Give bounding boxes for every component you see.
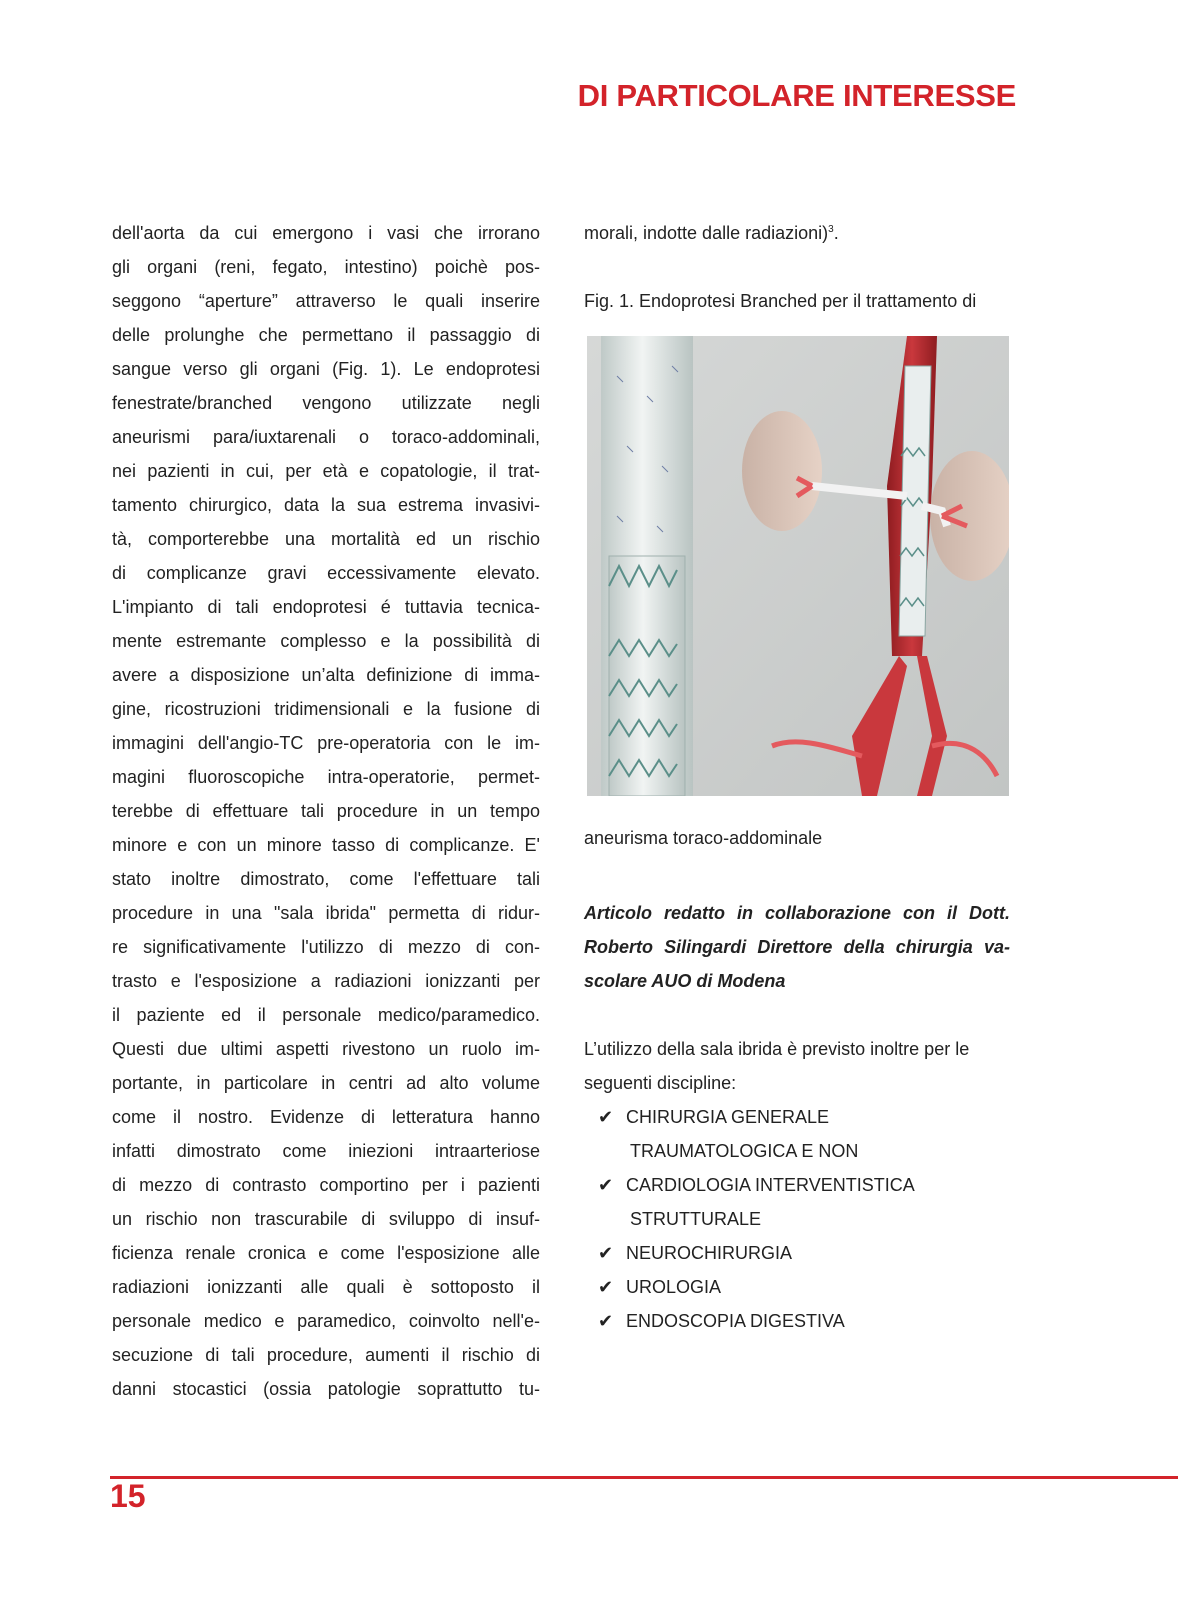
- body-text-line: sangue verso gli organi (Fig. 1). Le endoprotesi: [112, 359, 540, 379]
- checkmark-icon: ✔: [598, 1107, 614, 1127]
- intro-line: L’utilizzo della sala ibrida è previsto inoltre per le: [584, 1039, 970, 1059]
- figure-caption-end: aneurisma toraco-addominale: [584, 828, 823, 848]
- endoprosthesis-illustration: [587, 336, 1009, 796]
- body-text-line: infatti dimostrato come iniezioni intraarteriose: [112, 1141, 540, 1161]
- body-text-line: di complicanze gravi eccessivamente elevato.: [112, 563, 540, 583]
- body-text-line: fenestrate/branched vengono utilizzate negli: [112, 393, 540, 413]
- body-text-line: trasto e l'esposizione a radiazioni ionizzanti per: [112, 971, 540, 991]
- body-text-line: aneurismi para/iuxtarenali o toraco-addominali,: [112, 427, 540, 447]
- credit-line: scolare AUO di Modena: [584, 971, 786, 991]
- body-text-line: delle prolunghe che permettano il passaggio di: [112, 325, 540, 345]
- list-item: ✔ UROLOGIA: [598, 1270, 1018, 1304]
- right-text-column: [584, 216, 1010, 318]
- figure-caption-start: Fig. 1. Endoprotesi Branched per il trattamento di: [584, 291, 977, 311]
- list-item: ✔ NEUROCHIRURGIA: [598, 1236, 1018, 1270]
- body-text-line: portante, in particolare in centri ad alto volume: [112, 1073, 540, 1093]
- body-text-line: magini fluoroscopiche intra-operatorie, permet-: [112, 767, 540, 787]
- body-text-line: di mezzo di contrasto comportino per i pazienti: [112, 1175, 540, 1195]
- body-text-line: stato inoltre dimostrato, come l'effettuare tali: [112, 869, 540, 889]
- body-text-line: tà, comporterebbe una mortalità ed un rischio: [112, 529, 540, 549]
- section-title: DI PARTICOLARE INTERESSE: [577, 78, 1016, 113]
- disciplines-list: [598, 1100, 1018, 1338]
- body-text-line: tamento chirurgico, data la sua estrema invasivi-: [112, 495, 540, 515]
- body-text-line: mente estremante complesso e la possibilità di: [112, 631, 540, 651]
- body-text-line: terebbe di effettuare tali procedure in un tempo: [112, 801, 540, 821]
- body-text-line: minore e con un minore tasso di complicanze. E': [112, 835, 540, 855]
- continuation-text: morali, indotte dalle radiazioni)$^3$.: [584, 223, 839, 243]
- list-item: ✔ CARDIOLOGIA INTERVENTISTICA: [598, 1168, 1018, 1202]
- body-text-line: come il nostro. Evidenze di letteratura hanno: [112, 1107, 540, 1127]
- body-text-line: un rischio non trascurabile di sviluppo di insuf-: [112, 1209, 540, 1229]
- figure-endoprosthesis-illustration: [587, 336, 1009, 796]
- credit-line: Roberto Silingardi Direttore della chirurgia va-: [584, 937, 1010, 957]
- list-item: ✔ ENDOSCOPIA DIGESTIVA: [598, 1304, 1018, 1338]
- body-text-line: gine, ricostruzioni tridimensionali e la fusione di: [112, 699, 540, 719]
- body-text-line: secuzione di tali procedure, aumenti il rischio di: [112, 1345, 540, 1365]
- body-text-line: immagini dell'angio-TC pre-operatoria con le im-: [112, 733, 540, 753]
- intro-line: seguenti discipline:: [584, 1073, 737, 1093]
- body-text-line: re significativamente l'utilizzo di mezzo di con-: [112, 937, 540, 957]
- checkmark-icon: ✔: [598, 1311, 614, 1331]
- body-text-line: ficienza renale cronica e come l'esposizione alle: [112, 1243, 540, 1263]
- checkmark-icon: ✔: [598, 1277, 614, 1297]
- list-item-continuation: STRUTTURALE: [630, 1209, 762, 1229]
- body-text-line: seggono “aperture” attraverso le quali inserire: [112, 291, 540, 311]
- body-text-line: nei pazienti in cui, per età e copatologie, il trat-: [112, 461, 540, 481]
- body-text-line: Questi due ultimi aspetti rivestono un ruolo im-: [112, 1039, 540, 1059]
- list-item: ✔ CHIRURGIA GENERALE: [598, 1100, 1018, 1134]
- footer-divider: [110, 1476, 1178, 1479]
- body-text-line: avere a disposizione un’alta definizione di imma-: [112, 665, 540, 685]
- body-text-line: dell'aorta da cui emergono i vasi che irrorano: [112, 223, 540, 243]
- checkmark-icon: ✔: [598, 1175, 614, 1195]
- body-text-line: personale medico e paramedico, coinvolto nell'e-: [112, 1311, 540, 1331]
- list-item-continuation: TRAUMATOLOGICA E NON: [630, 1141, 859, 1161]
- body-text-line: radiazioni ionizzanti alle quali è sottoposto il: [112, 1277, 540, 1297]
- body-text-line: procedure in una "sala ibrida" permetta di ridur-: [112, 903, 540, 923]
- credit-line: Articolo redatto in collaborazione con il Dott.: [584, 903, 1010, 923]
- body-text-line: gli organi (reni, fegato, intestino) poichè pos-: [112, 257, 540, 277]
- left-text-column: [112, 216, 540, 1406]
- body-text-line: L'impianto di tali endoprotesi é tuttavia tecnica-: [112, 597, 540, 617]
- checkmark-icon: ✔: [598, 1243, 614, 1263]
- article-credit: [584, 896, 1010, 998]
- body-text-line: il paziente ed il personale medico/paramedico.: [112, 1005, 540, 1025]
- body-text-line: danni stocastici (ossia patologie soprattutto tu-: [112, 1379, 540, 1399]
- disciplines-intro: [584, 1032, 1010, 1100]
- page-number: 15: [110, 1478, 146, 1514]
